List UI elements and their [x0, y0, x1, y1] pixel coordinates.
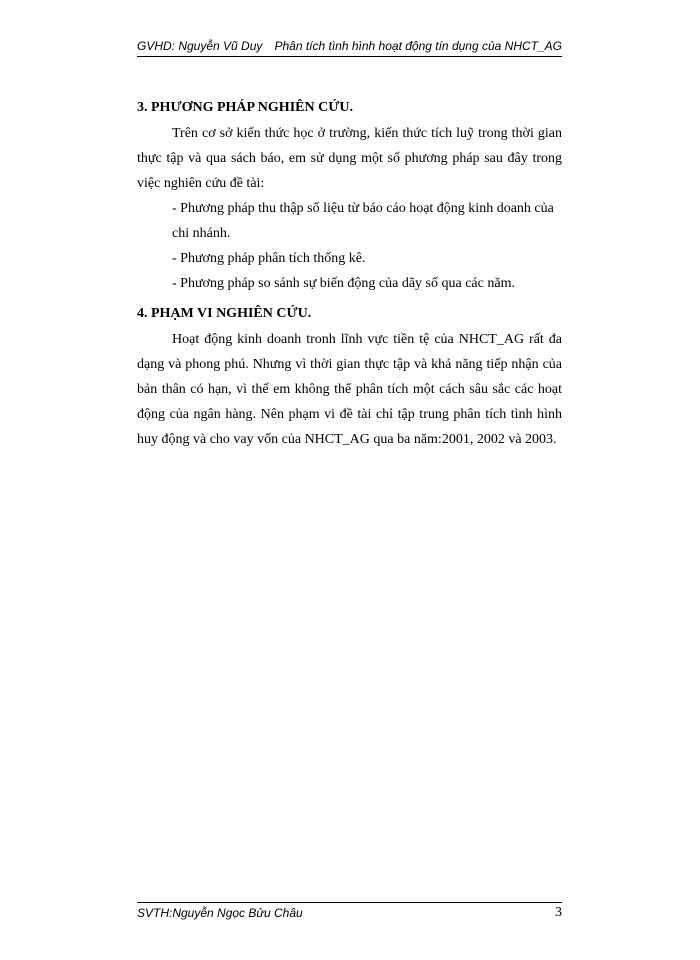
method-item: - Phương pháp thu thập số liệu từ báo cáo hoạt động kinh doanh của chi nhánh. — [172, 201, 554, 241]
header-supervisor: GVHD: Nguyễn Vũ Duy — [137, 39, 263, 53]
method-item: - Phương pháp so sánh sự biến động của dãy số qua các năm. — [172, 276, 515, 291]
footer-student: SVTH:Nguyễn Ngọc Bửu Châu — [137, 906, 303, 920]
page-footer — [137, 902, 562, 927]
method-item: - Phương pháp phân tích thống kê. — [172, 251, 366, 266]
section-3-intro: Trên cơ sở kiến thức học ở trường, kiến thức tích luỹ trong thời gian thực tập và qua sách báo, em sử dụng một số phương pháp sau đây trong việc nghiên cứu đề tài: — [137, 126, 562, 191]
section-research-methods — [137, 94, 562, 296]
page-header — [137, 38, 562, 57]
page-number: 3 — [555, 905, 562, 920]
section-research-scope — [137, 300, 562, 452]
section-4-heading: 4. PHẠM VI NGHIÊN CỨU. — [137, 306, 312, 321]
page-content — [137, 94, 562, 452]
header-title: Phân tích tình hình hoạt động tín dụng của NHCT_AG — [274, 39, 562, 53]
section-4-body: Hoạt động kinh doanh tronh lĩnh vực tiền tệ của NHCT_AG rất đa dạng và phong phú. Nhưng vì thời gian thực tập và khả năng tiếp nhận của bản thân có hạn, vì thế em không thể phân tích một cách sâu sắc các hoạt động của ngân hàng. Nên phạm vi đề tài chỉ tập trung phân tích tình hình huy động và cho vay vốn của NHCT_AG qua ba năm:2001, 2002 và 2003. — [137, 332, 562, 447]
section-3-heading: 3. PHƯƠNG PHÁP NGHIÊN CỨU. — [137, 100, 353, 115]
